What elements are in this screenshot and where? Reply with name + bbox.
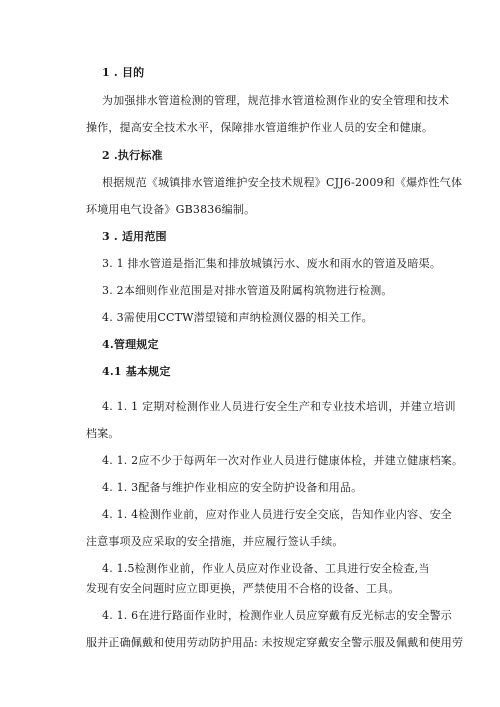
paragraph-line: 操作，提高安全技术水平，保障排水管道维护作业人员的安全和健康。 [86, 121, 434, 134]
section-heading-purpose: 1 . 目的 [102, 66, 145, 79]
paragraph-line: 服并正确佩戴和使用劳动防护用品: 未按规定穿戴安全警示服及佩戴和使用劳 [86, 636, 464, 649]
section-heading-scope: 3 . 适用范围 [102, 230, 167, 243]
paragraph-line: 4. 1.5检测作业前，作业人员应对作业设备、工具进行安全检查,当 [102, 562, 430, 575]
paragraph-line: 为加强排水管道检测的管理，规范排水管道检测作业的安全管理和技术 [102, 94, 450, 107]
paragraph-line: 4. 1. 4检测作业前，应对作业人员进行安全交底，告知作业内容、安全 [102, 508, 452, 521]
paragraph-line: 注意事项及应采取的安全措施，并应履行签认手续。 [86, 535, 344, 548]
paragraph-line: 4. 1. 3配备与维护作业相应的安全防护设备和用品。 [102, 481, 363, 494]
paragraph-line: 4. 1. 2应不少于每两年一次对作业人员进行健康体检，并建立健康档案。 [102, 454, 464, 467]
paragraph-line: 4. 1. 6在进行路面作业时，检测作业人员应穿戴有反光标志的安全警示 [102, 609, 452, 622]
list-item: 4. 3需使用CCTW潜望镜和声纳检测仪器的相关工作。 [102, 311, 373, 324]
paragraph-line: 根据规范《城镇排水管道维护安全技术规程》CJJ6-2009和《爆炸性气体 [102, 176, 463, 189]
subsection-heading-basic-rules: 4.1 基本规定 [102, 365, 171, 378]
list-item: 3. 1 排水管道是指汇集和排放城镇污水、废水和雨水的管道及暗渠。 [102, 257, 442, 270]
paragraph-line: 4. 1. 1 定期对检测作业人员进行安全生产和专业技术培训，并建立培训 [102, 400, 456, 413]
paragraph-line: 发现有安全问题时应立即更换，严禁使用不合格的设备、工具。 [86, 582, 400, 595]
paragraph-line: 档案。 [86, 427, 120, 440]
section-heading-standards: 2 .执行标准 [102, 149, 163, 162]
list-item: 3. 2本细则作业范围是对排水管道及附属构筑物进行检测。 [102, 284, 393, 297]
section-heading-management: 4.管理规定 [102, 338, 159, 351]
paragraph-line: 环境用电气设备》GB3836编制。 [86, 203, 256, 216]
